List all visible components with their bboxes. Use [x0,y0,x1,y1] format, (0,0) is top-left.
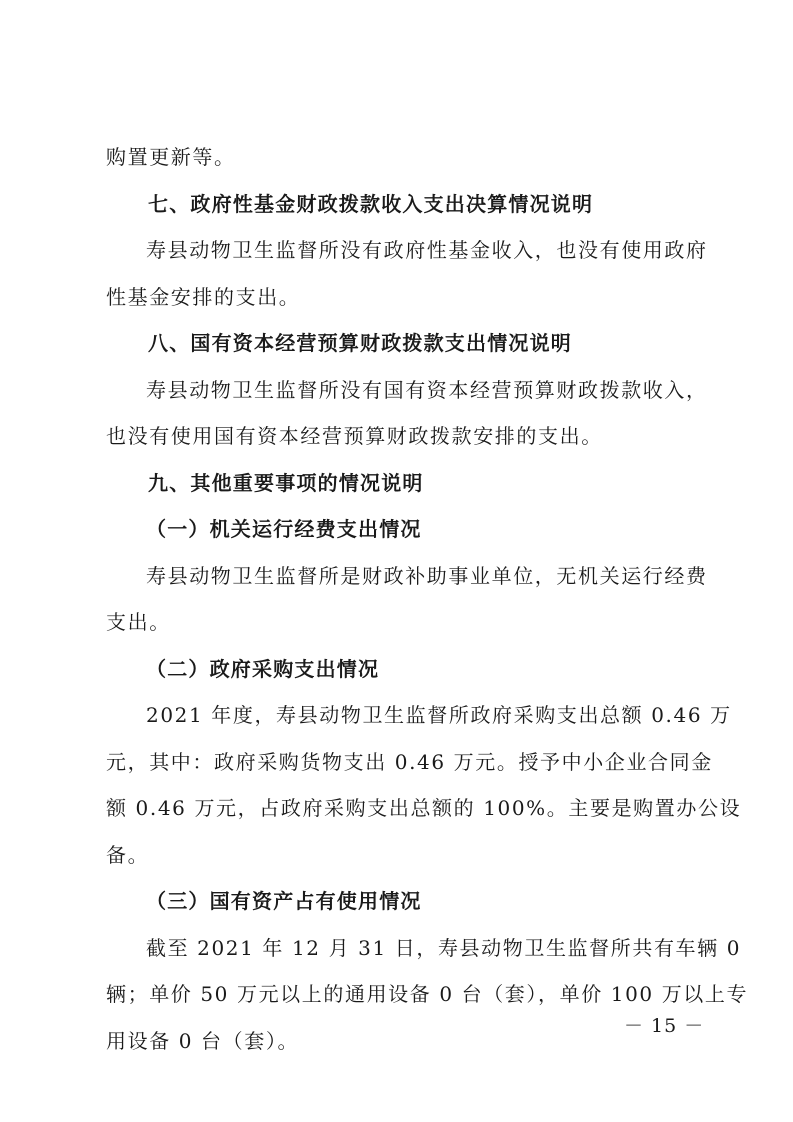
paragraph-line: 额 0.46 万元，占政府采购支出总额的 100%。主要是购置办公设 [106,796,742,820]
section-heading-7: 七、政府性基金财政拨款收入支出决算情况说明 [148,192,594,216]
paragraph-line: 寿县动物卫生监督所没有政府性基金收入，也没有使用政府 [146,238,708,262]
paragraph-line: 性基金安排的支出。 [106,285,301,309]
section-heading-9: 九、其他重要事项的情况说明 [148,471,424,495]
paragraph-line: 寿县动物卫生监督所没有国有资本经营预算财政拨款收入， [146,378,708,402]
paragraph-line: 2021 年度，寿县动物卫生监督所政府采购支出总额 0.46 万 [146,703,732,727]
subsection-heading-1: （一）机关运行经费支出情况 [146,517,422,541]
paragraph-line: 用设备 0 台（套）。 [106,1029,300,1053]
paragraph-line: 支出。 [106,610,171,634]
section-heading-8: 八、国有资本经营预算财政拨款支出情况说明 [148,331,572,355]
paragraph-line: 购置更新等。 [106,145,236,169]
paragraph-line: 截至 2021 年 12 月 31 日，寿县动物卫生监督所共有车辆 0 [146,936,742,960]
paragraph-line: 寿县动物卫生监督所是财政补助事业单位，无机关运行经费 [146,564,708,588]
paragraph-line: 辆；单价 50 万元以上的通用设备 0 台（套），单价 100 万以上专 [106,982,749,1006]
paragraph-line: 元，其中：政府采购货物支出 0.46 万元。授予中小企业合同金 [106,750,713,774]
paragraph-line: 也没有使用国有资本经营预算财政拨款安排的支出。 [106,424,603,448]
subsection-heading-2: （二）政府采购支出情况 [146,657,380,681]
subsection-heading-3: （三）国有资产占有使用情况 [146,889,422,913]
page-number: － 15 － [624,1015,705,1037]
paragraph-line: 备。 [106,843,150,867]
